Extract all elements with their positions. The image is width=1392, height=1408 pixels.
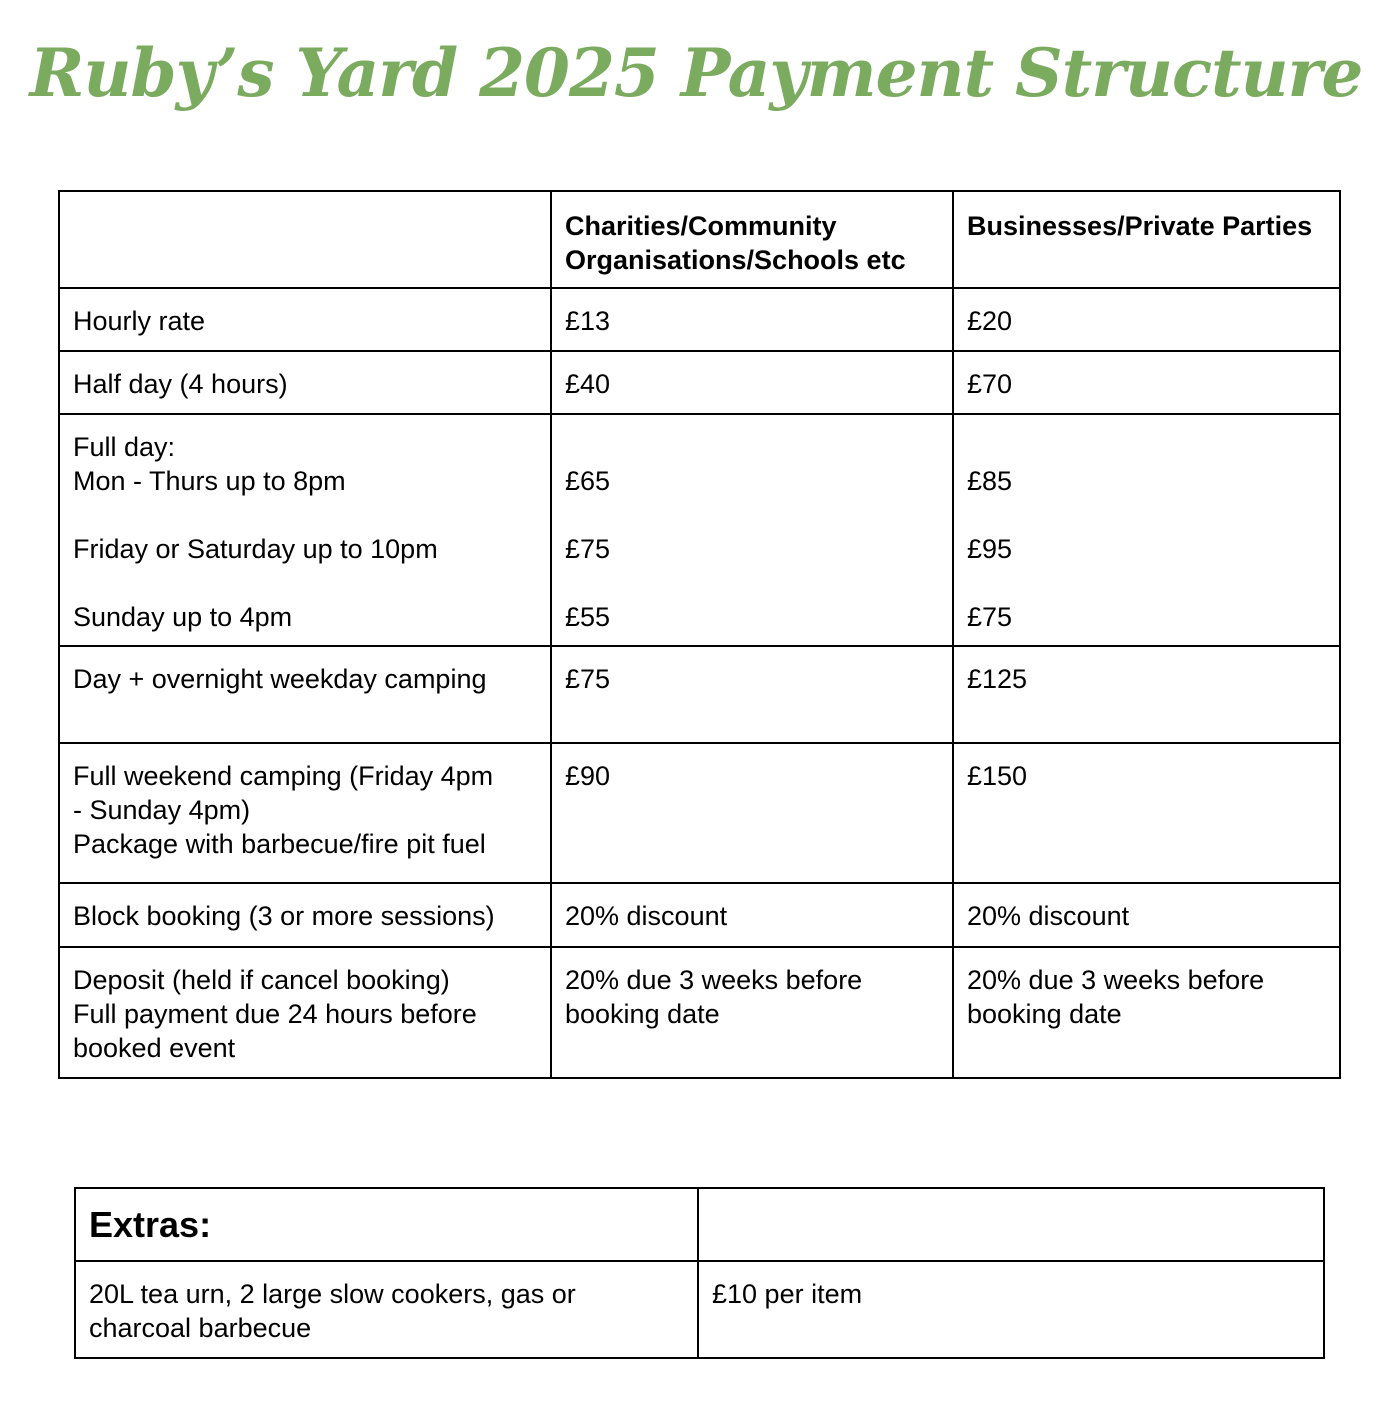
business-price: £70 [953, 351, 1340, 414]
extras-item [75, 1261, 698, 1358]
table-row [59, 947, 1340, 1078]
extras-item-line1: 20L tea urn, 2 large slow cookers, gas or [89, 1279, 576, 1309]
row-label: Day + overnight weekday camping [59, 646, 551, 743]
mon-thu-charity: £65 [565, 466, 611, 496]
extras-item-line2: charcoal barbecue [89, 1313, 312, 1343]
sunday-label: Sunday up to 4pm [73, 602, 293, 632]
table-row [59, 883, 1340, 947]
sunday-business: £75 [967, 602, 1013, 632]
fri-sat-charity: £75 [565, 534, 611, 564]
business-price [953, 414, 1340, 646]
header-businesses: Businesses/Private Parties [953, 191, 1340, 288]
business-price: £20 [953, 288, 1340, 351]
extras-price: £10 per item [698, 1261, 1324, 1358]
deposit-label-line2: Full payment due 24 hours before [73, 999, 477, 1029]
row-label: Half day (4 hours) [59, 351, 551, 414]
mon-thu-business: £85 [967, 466, 1013, 496]
row-label: Hourly rate [59, 288, 551, 351]
full-day-label: Full day: [73, 432, 176, 462]
charity-price: £13 [551, 288, 953, 351]
weekend-label-line1: Full weekend camping (Friday 4pm [73, 761, 494, 791]
page-title: Ruby’s Yard 2025 Payment Structure [29, 34, 1363, 112]
row-label: Block booking (3 or more sessions) [59, 883, 551, 947]
business-price: £125 [953, 646, 1340, 743]
extras-title: Extras: [89, 1204, 212, 1245]
deposit-business-line1: 20% due 3 weeks before [967, 965, 1265, 995]
deposit-label-line3: booked event [73, 1033, 236, 1063]
weekend-label-line2: - Sunday 4pm) [73, 795, 251, 825]
business-price: 20% discount [953, 883, 1340, 947]
extras-row [75, 1261, 1324, 1358]
header-blank-cell [59, 191, 551, 288]
extras-header-row [75, 1188, 1324, 1261]
charity-price: £75 [551, 646, 953, 743]
charity-price: £40 [551, 351, 953, 414]
business-price: £150 [953, 743, 1340, 883]
extras-header-blank [698, 1188, 1324, 1261]
row-label [59, 743, 551, 883]
charity-price: 20% discount [551, 883, 953, 947]
header-row [59, 191, 1340, 288]
business-price [953, 947, 1340, 1078]
mon-thu-label: Mon - Thurs up to 8pm [73, 466, 346, 496]
pricing-table [58, 190, 1341, 1079]
table-row [59, 288, 1340, 351]
deposit-business-line2: booking date [967, 999, 1122, 1029]
charity-price [551, 947, 953, 1078]
charity-price: £90 [551, 743, 953, 883]
deposit-charity-line1: 20% due 3 weeks before [565, 965, 863, 995]
weekend-label-line3: Package with barbecue/fire pit fuel [73, 829, 486, 859]
table-row [59, 743, 1340, 883]
row-label [59, 947, 551, 1078]
table-row [59, 351, 1340, 414]
table-row [59, 414, 1340, 646]
fri-sat-business: £95 [967, 534, 1013, 564]
fri-sat-label: Friday or Saturday up to 10pm [73, 534, 438, 564]
sunday-charity: £55 [565, 602, 611, 632]
extras-table [74, 1187, 1325, 1359]
header-charities: Charities/Community Organisations/Schools etc [551, 191, 953, 288]
extras-title-cell [75, 1188, 698, 1261]
table-row [59, 646, 1340, 743]
deposit-label-line1: Deposit (held if cancel booking) [73, 965, 450, 995]
row-label [59, 414, 551, 646]
deposit-charity-line2: booking date [565, 999, 720, 1029]
charity-price [551, 414, 953, 646]
